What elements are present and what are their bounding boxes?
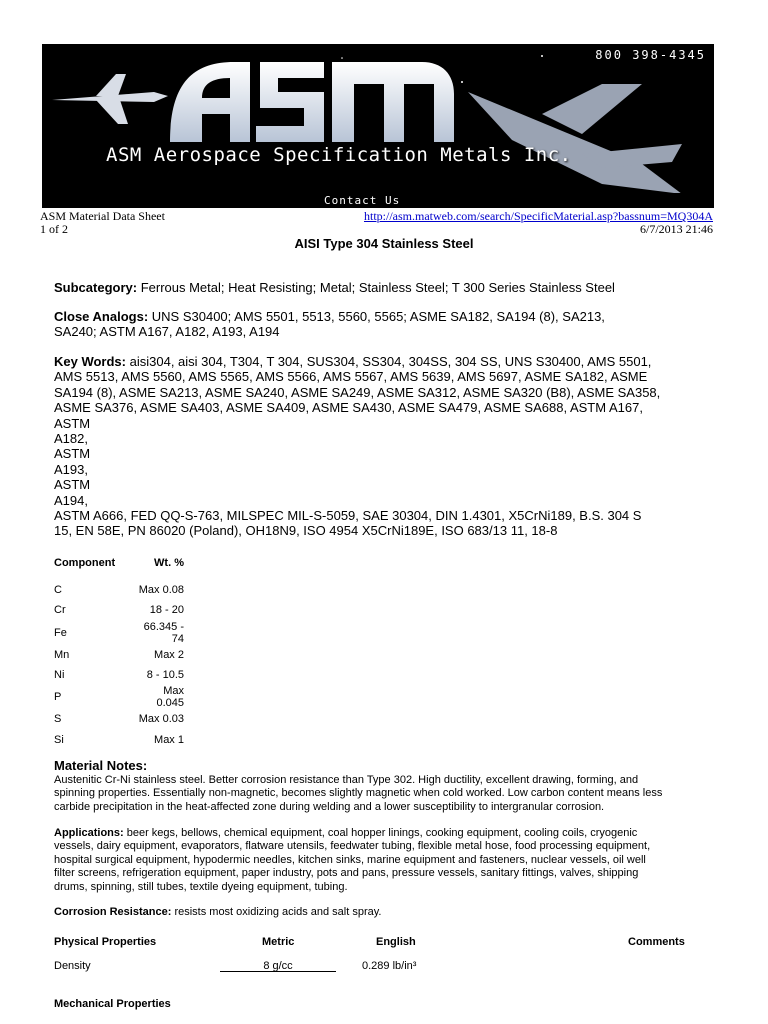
key-words-line: A193, (54, 461, 88, 477)
table-header-row (54, 556, 184, 570)
composition-table (54, 556, 184, 750)
key-words-line: ASTM (54, 446, 91, 462)
page-counter: 1 of 2 (40, 222, 68, 236)
corrosion-value: resists most oxidizing acids and salt spray. (174, 906, 382, 918)
table-row (54, 709, 184, 729)
material-notes-text (54, 774, 704, 814)
close-analogs-line: SA240; ASTM A167, A182, A193, A194 (54, 324, 280, 340)
key-words-line: A194, (54, 492, 88, 508)
table-row (54, 685, 184, 709)
english-header: English (376, 936, 416, 948)
weight-cell: Max 0.08 (138, 584, 184, 597)
metric-header: Metric (262, 936, 295, 948)
key-words-line: ASTM A666, FED QQ-S-763, MILSPEC MIL-S-5059, SAE 30304, DIN 1.4301, X5CrNi189, B.S. 304 S (54, 508, 642, 524)
notes-line: spinning properties. Essentially non-magnetic, becomes slightly magnetic when cold worked. Low carbon content means less (54, 787, 663, 800)
material-notes-title: Material Notes: (54, 758, 148, 773)
table-row (54, 729, 184, 749)
key-words-line: SA194 (8), ASME SA213, ASME SA240, ASME SA249, ASME SA312, ASME SA320 (B8), ASME SA358, (54, 384, 661, 400)
component-cell: C (54, 584, 62, 597)
weight-cell: Max 0.045 (156, 685, 184, 710)
applications-line: vessels, dairy equipment, evaporators, flatware utensils, feedwater tubing, flexible metal hose, food processing equipment, (54, 840, 651, 853)
table-row (54, 621, 184, 645)
company-name: ASM Aerospace Specification Metals Inc. (106, 144, 572, 166)
component-cell: P (54, 691, 62, 704)
component-cell: Fe (54, 626, 67, 639)
key-words-line: AMS 5513, AMS 5560, AMS 5565, AMS 5566, AMS 5567, AMS 5639, AMS 5697, ASME SA182, ASME (54, 369, 648, 385)
applications (54, 827, 704, 894)
banner-artwork (42, 44, 714, 208)
applications-line: drums, spinning, still tubes, textile dyeing equipment, tubing. (54, 880, 348, 893)
weight-cell: 8 - 10.5 (146, 669, 184, 682)
component-cell: Mn (54, 648, 70, 661)
corrosion-label: Corrosion Resistance: (54, 906, 172, 918)
close-analogs-line: UNS S30400; AMS 5501, 5513, 5560, 5565; ASME SA182, SA194 (8), SA213, (151, 309, 605, 324)
component-header: Component (54, 557, 116, 569)
applications-line: hospital surgical equipment, hypodermic needles, kitchen sinks, marine equipment and fasteners, nuclear vessels, oil well (54, 853, 646, 866)
key-words-line: aisi304, aisi 304, T304, T 304, SUS304, SS304, 304SS, 304 SS, UNS S30400, AMS 5501, (129, 354, 652, 369)
density-label: Density (54, 960, 91, 972)
contact-us-link[interactable]: Contact Us (324, 194, 401, 207)
mechanical-properties-header: Mechanical Properties (54, 998, 171, 1010)
weight-cell: 18 - 20 (149, 604, 184, 617)
comments-header: Comments (628, 936, 685, 948)
key-words-line: 15, EN 58E, PN 86020 (Poland), OH18N9, ISO 4954 X5CrNi189E, ISO 683/13 11, 18-8 (54, 523, 558, 539)
applications-label: Applications: (54, 827, 124, 839)
key-words-line: ASME SA376, ASME SA403, ASME SA409, ASME SA430, ASME SA479, ASME SA688, ASTM A167, (54, 400, 643, 416)
source-url-link[interactable]: http://asm.matweb.com/search/SpecificMaterial.asp?bassnum=MQ304A (363, 209, 713, 223)
table-row (54, 665, 184, 685)
component-cell: S (54, 713, 62, 726)
component-cell: Ni (54, 669, 65, 682)
weight-cell: Max 2 (154, 648, 184, 661)
sheet-label: ASM Material Data Sheet (40, 209, 165, 223)
corrosion-resistance (54, 906, 704, 919)
weight-cell: Max 1 (154, 733, 184, 746)
key-words-label: Key Words: (54, 354, 126, 369)
key-words-line: A182, (54, 431, 88, 447)
applications-line: filter screens, refrigeration equipment, paper industry, pots and pans, pressure vessels, sanitary fittings, valves, shipping (54, 867, 639, 880)
weight-header: Wt. % (154, 557, 184, 569)
subcategory (54, 280, 704, 295)
weight-cell: 66.345 - 74 (143, 620, 184, 645)
density-metric: 8 g/cc (263, 960, 293, 972)
print-date: 6/7/2013 21:46 (639, 222, 713, 236)
table-row (54, 580, 184, 600)
key-words-line: ASTM (54, 477, 91, 493)
subcategory-label: Subcategory: (54, 280, 138, 295)
weight-cell: Max 0.03 (138, 713, 184, 726)
table-row (54, 600, 184, 620)
key-words-line: ASTM (54, 415, 91, 431)
table-row (54, 645, 184, 665)
page-title: AISI Type 304 Stainless Steel (294, 236, 474, 251)
subcategory-value: Ferrous Metal; Heat Resisting; Metal; Stainless Steel; T 300 Series Stainless Steel (140, 280, 615, 295)
close-analogs (54, 309, 704, 340)
component-cell: Cr (54, 604, 66, 617)
phone-number: 800 398-4345 (595, 48, 706, 62)
header-banner (42, 44, 714, 208)
component-cell: Si (54, 733, 64, 746)
density-underline (220, 971, 336, 972)
close-analogs-label: Close Analogs: (54, 309, 149, 324)
applications-line: beer kegs, bellows, chemical equipment, coal hopper linings, cooking equipment, cooling coils, cryogenic (126, 827, 638, 839)
notes-line: Austenitic Cr-Ni stainless steel. Better corrosion resistance than Type 302. High ductility, excellent drawing, forming, and (54, 774, 639, 786)
density-english: 0.289 lb/in³ (362, 960, 417, 972)
key-words (54, 354, 704, 539)
notes-line: carbide precipitation in the heat-affected zone during welding and a lower susceptibility to intergranular corrosion. (54, 800, 605, 813)
physical-properties-header: Physical Properties (54, 936, 157, 948)
